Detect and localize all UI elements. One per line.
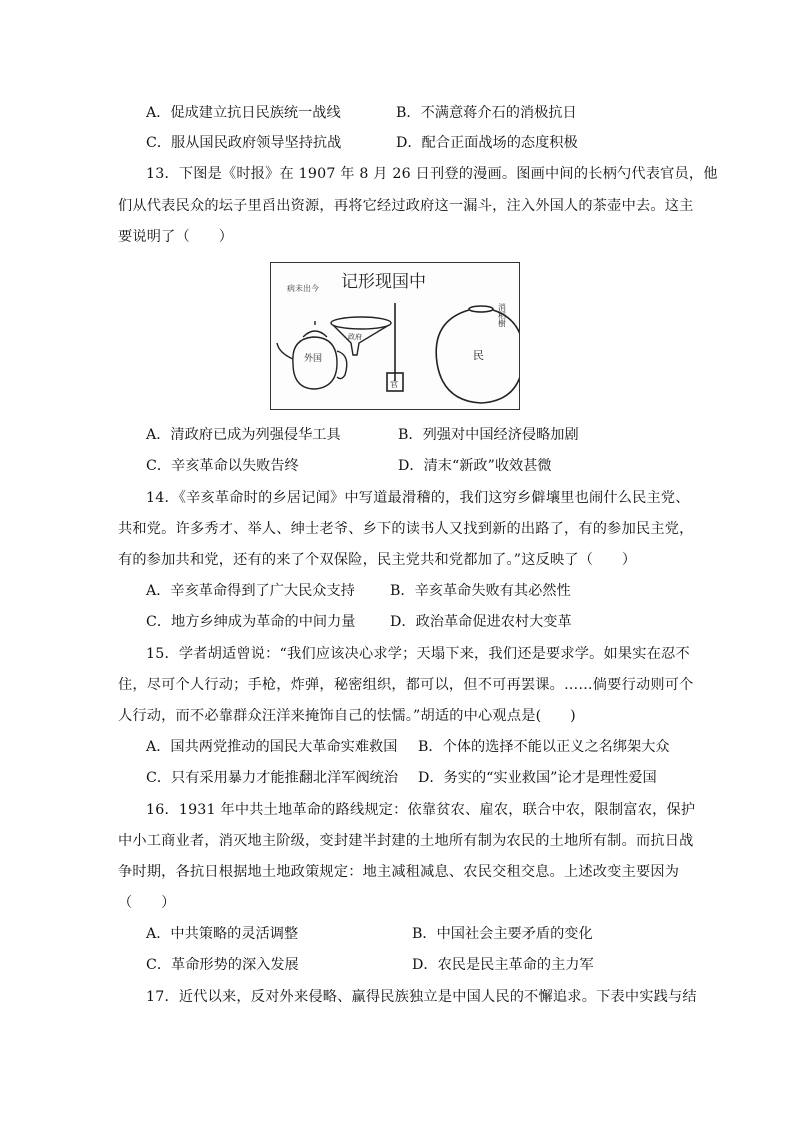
- q15-stem-line-1: 15．学者胡适曾说：“我们应该决心求学；天塌下来，我们还是要求学。如果实在忍不: [146, 646, 690, 662]
- q14-stem-line-3: 有的参加共和党，还有的来了个双保险，民主党共和党都加了。”这反映了（ ）: [118, 552, 637, 568]
- q13-stem-line-3: 要说明了（ ）: [118, 229, 234, 245]
- q12-option-b[interactable]: B．不满意蒋介石的消极抗日: [396, 105, 577, 121]
- q14-option-b[interactable]: B．辛亥革命失败有其必然性: [390, 583, 571, 599]
- q16-option-c[interactable]: C．革命形势的深入发展: [146, 957, 299, 973]
- q16-stem-line-3: 争时期，各抗日根据地土地政策规定：地主减租减息、农民交租交息。上述改变主要因为: [118, 864, 680, 880]
- q15-stem-line-2: 住，尽可个人行动；手枪，炸弹，秘密组织，都可以，但不可再罢课。……倘要行动则可个: [118, 677, 694, 693]
- cartoon-left-note: 病未出今: [287, 284, 319, 293]
- q12-option-d[interactable]: D．配合正面战场的态度积极: [396, 135, 578, 151]
- q14-stem-line-1: 14．《辛亥革命时的乡居记闻》中写道最滑稽的，我们这穷乡僻壤里也闹什么民主党、: [146, 490, 690, 506]
- q15-option-a[interactable]: A．国共两党推动的国民大革命实难救国: [146, 739, 398, 755]
- teapot-label: 外国: [304, 354, 323, 364]
- q17-stem-line-1: 17．近代以来，反对外来侵略、赢得民族独立是中国人民的不懈追求。下表中实践与结: [146, 989, 697, 1005]
- q15-option-d[interactable]: D．务实的“实业救国”论才是理性爱国: [418, 770, 657, 786]
- q16-stem-line-1: 16．1931 年中共土地革命的路线规定：依靠贫农、雇农，联合中农，限制富农，保护: [146, 802, 696, 818]
- q15-stem-line-3: 人行动，而不必靠群众汪洋来掩饰自己的怯懦。”胡适的中心观点是( ): [118, 708, 576, 724]
- cartoon-title: 记形现国中: [341, 272, 426, 292]
- jar-label: 民: [473, 349, 484, 362]
- q14-option-d[interactable]: D．政治革命促进农村大变革: [390, 614, 572, 630]
- ladle-label: 官: [390, 380, 398, 389]
- q13-option-b[interactable]: B．列强对中国经济侵略加剧: [398, 427, 579, 443]
- q16-option-b[interactable]: B．中国社会主要矛盾的变化: [412, 926, 593, 942]
- cartoon-right-note: 消稻樹: [497, 303, 507, 327]
- q16-stem-line-4: （ ）: [118, 895, 176, 911]
- q15-option-b[interactable]: B．个体的选择不能以正义之名绑架大众: [418, 739, 670, 755]
- q12-option-c[interactable]: C．服从国民政府领导坚持抗战: [146, 135, 342, 151]
- q16-stem-line-2: 中小工商业者，消灭地主阶级，变封建半封建的土地所有制为农民的土地所有制。而抗日战: [118, 833, 694, 849]
- q16-option-a[interactable]: A．中共策略的灵活调整: [146, 926, 299, 942]
- ladle-icon: [387, 303, 403, 391]
- q13-option-c[interactable]: C．辛亥革命以失败告终: [146, 458, 299, 474]
- q13-cartoon-image: [270, 262, 520, 410]
- q13-stem-line-1: 13．下图是《时报》在 1907 年 8 月 26 日刊登的漫画。图画中间的长柄勺代表官员，他: [146, 166, 718, 182]
- funnel-label: 政府: [348, 333, 362, 341]
- cartoon-drawing: [271, 263, 519, 409]
- q14-stem-line-2: 共和党。许多秀才、举人、绅士老爷、乡下的读书人又找到新的出路了，有的参加民主党，: [118, 521, 694, 537]
- q13-option-a[interactable]: A．清政府已成为列强侵华工具: [146, 427, 341, 443]
- q15-option-c[interactable]: C．只有采用暴力才能推翻北洋军阀统治: [146, 770, 399, 786]
- q14-option-a[interactable]: A．辛亥革命得到了广大民众支持: [146, 583, 355, 599]
- q13-stem-line-2: 们从代表民众的坛子里舀出资源，再将它经过政府这一漏斗，注入外国人的茶壶中去。这主: [118, 198, 694, 214]
- q12-option-a[interactable]: A．促成建立抗日民族统一战线: [146, 105, 341, 121]
- q14-option-c[interactable]: C．地方乡绅成为革命的中间力量: [146, 614, 356, 630]
- q13-option-d[interactable]: D．清末“新政”收效甚微: [398, 458, 552, 474]
- q16-option-d[interactable]: D．农民是民主革命的主力军: [412, 957, 594, 973]
